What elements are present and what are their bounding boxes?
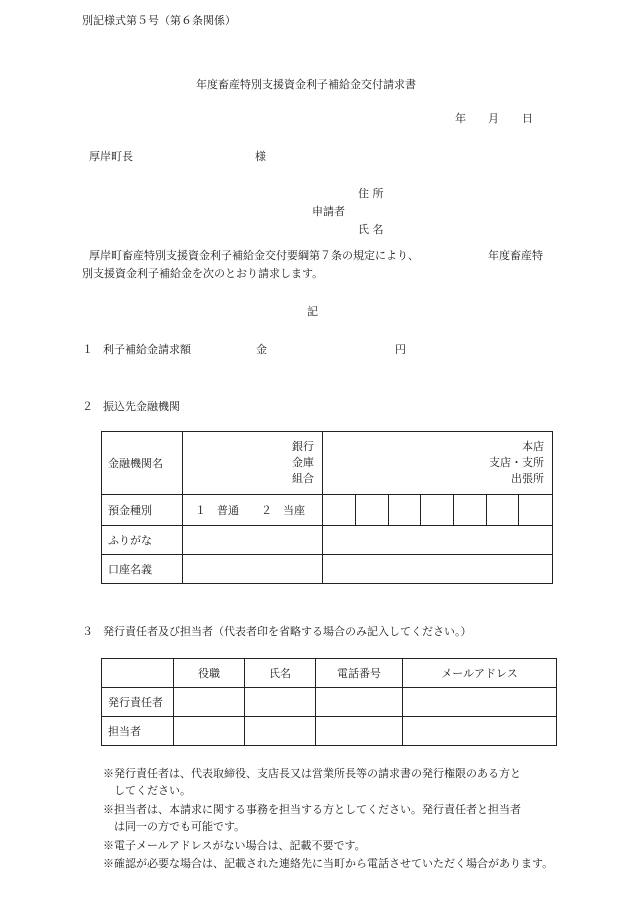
date-day-label: 日 bbox=[522, 112, 533, 125]
item2-label: 振込先金融機関 bbox=[103, 400, 180, 413]
applicant-address-label: 住 所 bbox=[358, 187, 384, 200]
note-1-line2: してください。 bbox=[114, 784, 191, 797]
applicant-name-label: 氏 名 bbox=[358, 223, 384, 236]
account-digit-7[interactable] bbox=[519, 495, 553, 526]
bank-table bbox=[101, 431, 553, 584]
row-issuer-label: 発行責任者 bbox=[102, 688, 174, 717]
note-3: ※電子メールアドレスがない場合は、記載不要です。 bbox=[103, 839, 366, 852]
note-1-line1: ※発行責任者は、代表取締役、支店長又は営業所長等の請求書の発行権限のある方と bbox=[103, 767, 521, 780]
staff-name-input[interactable] bbox=[245, 717, 316, 746]
deposit-options[interactable]: １ 普通 ２ 当座 bbox=[183, 495, 323, 526]
item1-label: 利子補給金請求額 bbox=[103, 343, 191, 356]
note-2-line1: ※担当者は、本請求に関する事務を担当する方としてください。発行責任者と担当者 bbox=[103, 803, 521, 816]
account-holder-label: 口座名義 bbox=[102, 555, 183, 584]
account-holder-input-a[interactable] bbox=[183, 555, 323, 584]
account-digit-3[interactable] bbox=[389, 495, 421, 526]
type-kumiai: 組合 bbox=[292, 472, 314, 485]
account-digit-4[interactable] bbox=[421, 495, 454, 526]
branch-shiten: 支店・支所 bbox=[489, 456, 545, 469]
item3-label: 発行責任者及び担当者（代表者印を省略する場合のみ記入してください。） bbox=[103, 625, 472, 638]
issuer-email-input[interactable] bbox=[403, 688, 557, 717]
item2-number: ２ bbox=[82, 400, 93, 413]
branch-honten: 本店 bbox=[522, 440, 545, 453]
row-staff-label: 担当者 bbox=[102, 717, 174, 746]
addressee-honorific: 様 bbox=[255, 150, 266, 163]
issuer-name-input[interactable] bbox=[245, 688, 316, 717]
institution-type-cell[interactable] bbox=[183, 432, 323, 495]
furigana-input-b[interactable] bbox=[323, 526, 553, 555]
form-number: 別記様式第５号（第６条関係） bbox=[82, 14, 236, 27]
body-text-line2: 別支援資金利子補給金を次のとおり請求します。 bbox=[82, 267, 324, 280]
branch-cell[interactable] bbox=[323, 432, 553, 495]
account-digit-2[interactable] bbox=[356, 495, 389, 526]
staff-phone-input[interactable] bbox=[316, 717, 403, 746]
account-digit-1[interactable] bbox=[323, 495, 356, 526]
issuer-position-input[interactable] bbox=[174, 688, 245, 717]
deposit-type-label: 預金種別 bbox=[102, 495, 183, 526]
staff-position-input[interactable] bbox=[174, 717, 245, 746]
institution-name-label: 金融機関名 bbox=[102, 432, 183, 495]
account-digit-6[interactable] bbox=[487, 495, 519, 526]
body-text-line1b: 年度畜産特 bbox=[488, 249, 543, 262]
note-4: ※確認が必要な場合は、記載された連絡先に当町から電話させていただく場合があります。 bbox=[103, 857, 554, 870]
date-year-label: 年 bbox=[455, 112, 466, 125]
contact-header-blank bbox=[102, 659, 174, 688]
furigana-label: ふりがな bbox=[102, 526, 183, 555]
body-text-line1a: 厚岸町畜産特別支援資金利子補給金交付要綱第７条の規定により、 bbox=[89, 249, 419, 262]
type-bank: 銀行 bbox=[292, 440, 314, 453]
item3-number: ３ bbox=[82, 625, 93, 638]
branch-shucchojo: 出張所 bbox=[511, 472, 545, 485]
furigana-input-a[interactable] bbox=[183, 526, 323, 555]
page-title: 年度畜産特別支援資金利子補給金交付請求書 bbox=[196, 78, 416, 91]
ki-heading: 記 bbox=[307, 305, 318, 318]
applicant-label: 申請者 bbox=[312, 205, 345, 218]
account-holder-input-b[interactable] bbox=[323, 555, 553, 584]
header-email: メールアドレス bbox=[403, 659, 557, 688]
note-2-line2: は同一の方でも可能です。 bbox=[114, 820, 246, 833]
item1-yen: 円 bbox=[395, 343, 406, 356]
addressee-name: 厚岸町長 bbox=[89, 150, 133, 163]
account-digit-5[interactable] bbox=[454, 495, 487, 526]
header-name: 氏名 bbox=[245, 659, 316, 688]
item1-number: １ bbox=[82, 343, 93, 356]
date-month-label: 月 bbox=[488, 112, 499, 125]
header-position: 役職 bbox=[174, 659, 245, 688]
contact-table bbox=[101, 658, 557, 746]
type-kinko: 金庫 bbox=[292, 456, 314, 469]
item1-kin: 金 bbox=[256, 343, 267, 356]
staff-email-input[interactable] bbox=[403, 717, 557, 746]
issuer-phone-input[interactable] bbox=[316, 688, 403, 717]
header-phone: 電話番号 bbox=[316, 659, 403, 688]
